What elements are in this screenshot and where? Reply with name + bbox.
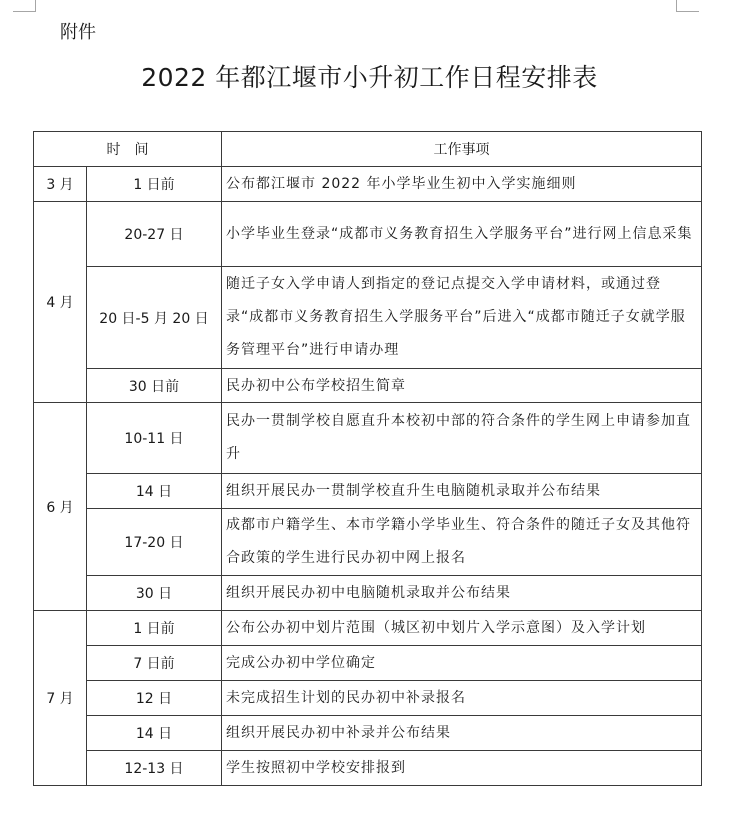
date-cell: 20-27 日	[87, 202, 222, 267]
work-item-cell: 组织开展民办一贯制学校直升生电脑随机录取并公布结果	[222, 474, 702, 509]
date-cell: 17-20 日	[87, 509, 222, 576]
table-row	[34, 403, 702, 474]
table-row	[34, 474, 702, 509]
table-header-row	[34, 132, 702, 167]
table-row	[34, 716, 702, 751]
schedule-table	[33, 131, 702, 786]
table-row	[34, 576, 702, 611]
table-row	[34, 751, 702, 786]
work-item-cell: 完成公办初中学位确定	[222, 646, 702, 681]
date-cell: 12 日	[87, 681, 222, 716]
month-cell-july: 7 月	[34, 611, 87, 786]
attachment-label: 附件	[60, 22, 96, 43]
table-row	[34, 167, 702, 202]
page-corner-mark-left	[13, 0, 36, 12]
date-cell: 1 日前	[87, 167, 222, 202]
work-item-cell: 小学毕业生登录“成都市义务教育招生入学服务平台”进行网上信息采集	[222, 202, 702, 267]
table-row	[34, 369, 702, 403]
work-item-cell: 民办一贯制学校自愿直升本校初中部的符合条件的学生网上申请参加直升	[222, 403, 702, 474]
document-title: 2022 年都江堰市小升初工作日程安排表	[141, 63, 598, 92]
work-item-cell: 公布都江堰市 2022 年小学毕业生初中入学实施细则	[222, 167, 702, 202]
date-cell: 14 日	[87, 474, 222, 509]
page-corner-mark-right	[676, 0, 699, 12]
date-cell: 20 日-5 月 20 日	[87, 267, 222, 369]
date-cell: 12-13 日	[87, 751, 222, 786]
table-row	[34, 681, 702, 716]
work-item-cell: 成都市户籍学生、本市学籍小学毕业生、符合条件的随迁子女及其他符合政策的学生进行民办初中网上报名	[222, 509, 702, 576]
month-cell-june: 6 月	[34, 403, 87, 611]
month-cell-april: 4 月	[34, 202, 87, 403]
work-item-cell: 组织开展民办初中补录并公布结果	[222, 716, 702, 751]
date-cell: 7 日前	[87, 646, 222, 681]
column-header-time: 时 间	[34, 132, 222, 167]
table-row	[34, 509, 702, 576]
work-item-cell: 学生按照初中学校安排报到	[222, 751, 702, 786]
date-cell: 1 日前	[87, 611, 222, 646]
date-cell: 30 日前	[87, 369, 222, 403]
month-cell-march: 3 月	[34, 167, 87, 202]
table-row	[34, 202, 702, 267]
column-header-work: 工作事项	[222, 132, 702, 167]
table-row	[34, 611, 702, 646]
date-cell: 14 日	[87, 716, 222, 751]
work-item-cell: 组织开展民办初中电脑随机录取并公布结果	[222, 576, 702, 611]
table-row	[34, 267, 702, 369]
work-item-cell: 公布公办初中划片范围（城区初中划片入学示意图）及入学计划	[222, 611, 702, 646]
work-item-cell: 未完成招生计划的民办初中补录报名	[222, 681, 702, 716]
work-item-cell: 随迁子女入学申请人到指定的登记点提交入学申请材料，或通过登录“成都市义务教育招生入学服务平台”后进入“成都市随迁子女就学服务管理平台”进行申请办理	[222, 267, 702, 369]
date-cell: 10-11 日	[87, 403, 222, 474]
table-row	[34, 646, 702, 681]
date-cell: 30 日	[87, 576, 222, 611]
work-item-cell: 民办初中公布学校招生简章	[222, 369, 702, 403]
